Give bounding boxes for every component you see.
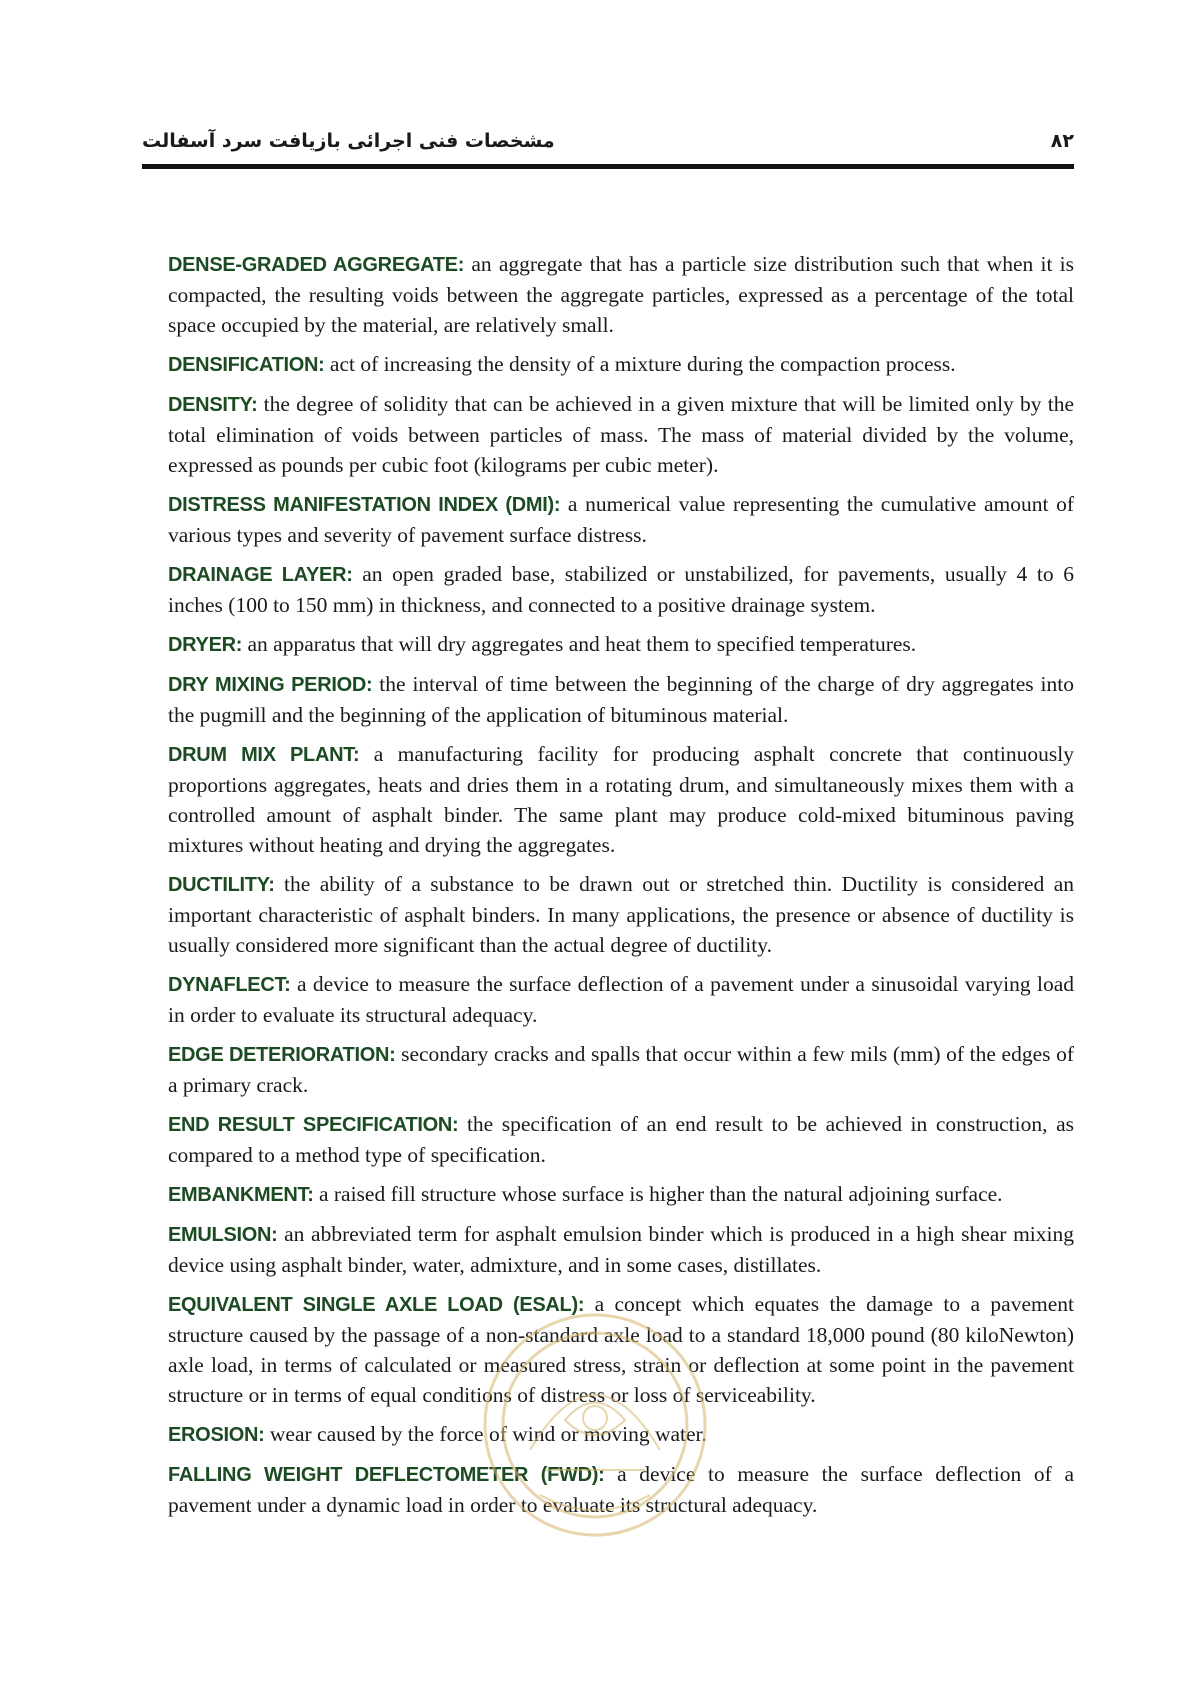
glossary-definition: an open graded base, stabilized or unstabilized, for pavements, usually 4 to 6 inches (100 to 150 mm) in thickness, and connected to a positive drainage system.: [168, 562, 1074, 617]
glossary-definition: a numerical value representing the cumulative amount of various types and severity of pavement surface distress.: [168, 492, 1075, 547]
glossary-term: DUCTILITY:: [168, 874, 275, 896]
glossary-term: DENSITY:: [168, 394, 258, 416]
glossary-entry: [168, 1289, 1074, 1410]
glossary-term: EROSION:: [168, 1424, 265, 1446]
glossary-definition: the ability of a substance to be drawn out or stretched thin. Ductility is considered an important characteristic of asphalt binders. In many applications, the presence or absence of ductility is usually considered more significant than the actual degree of ductility.: [168, 872, 1074, 957]
glossary-term: DENSE-GRADED AGGREGATE:: [168, 254, 465, 276]
glossary: [168, 249, 1074, 1529]
header-rule: [142, 164, 1074, 169]
glossary-definition: the specification of an end result to be achieved in construction, as compared to a method type of specification.: [168, 1112, 1074, 1167]
glossary-entry: [168, 249, 1074, 340]
glossary-definition: wear caused by the force of wind or moving water.: [264, 1422, 707, 1446]
glossary-entry: [168, 629, 1074, 660]
glossary-entry: [168, 669, 1074, 730]
glossary-entry: [168, 489, 1074, 550]
glossary-term: END RESULT SPECIFICATION:: [168, 1114, 459, 1136]
glossary-term: DISTRESS MANIFESTATION INDEX (DMI):: [168, 494, 561, 516]
glossary-definition: a concept which equates the damage to a pavement structure caused by the passage of a non-standard axle load to a standard 18,000 pound (80 kiloNewton) axle load, in terms of calculated or measured stress, strain or deflection at some point in the pavement structure or in terms of equal conditions of distress or loss of serviceability.: [168, 1292, 1074, 1407]
glossary-entry: [168, 1219, 1074, 1280]
glossary-definition: a raised fill structure whose surface is higher than the natural adjoining surface.: [313, 1182, 1003, 1206]
glossary-term: DYNAFLECT:: [168, 974, 291, 996]
glossary-term: DRY MIXING PERIOD:: [168, 674, 373, 696]
glossary-entry: [168, 1039, 1074, 1100]
glossary-definition: an apparatus that will dry aggregates and heat them to specified temperatures.: [242, 632, 917, 656]
glossary-entry: [168, 739, 1074, 860]
glossary-entry: [168, 1419, 1074, 1450]
glossary-term: EQUIVALENT SINGLE AXLE LOAD (ESAL):: [168, 1294, 585, 1316]
page-header: [142, 126, 1074, 170]
glossary-term: EMBANKMENT:: [168, 1184, 314, 1206]
glossary-definition: the interval of time between the beginning of the charge of dry aggregates into the pugmill and the beginning of the application of bituminous material.: [168, 672, 1074, 727]
glossary-definition: act of increasing the density of a mixture during the compaction process.: [324, 352, 956, 376]
glossary-definition: a device to measure the surface deflection of a pavement under a dynamic load in order to evaluate its structural adequacy.: [168, 1462, 1074, 1517]
glossary-entry: [168, 869, 1074, 960]
glossary-definition: a manufacturing facility for producing asphalt concrete that continuously proportions aggregates, heats and dries them in a rotating drum, and simultaneously mixes them with a controlled amount of asphalt binder. The same plant may produce cold-mixed bituminous paving mixtures without heating and drying the aggregates.: [168, 742, 1074, 857]
glossary-definition: secondary cracks and spalls that occur within a few mils (mm) of the edges of a primary crack.: [168, 1042, 1074, 1097]
glossary-entry: [168, 1179, 1074, 1210]
glossary-entry: [168, 389, 1074, 480]
glossary-entry: [168, 969, 1074, 1030]
glossary-term: DRUM MIX PLANT:: [168, 744, 360, 766]
glossary-definition: a device to measure the surface deflection of a pavement under a sinusoidal varying load in order to evaluate its structural adequacy.: [168, 972, 1074, 1027]
glossary-entry: [168, 349, 1074, 380]
glossary-definition: an aggregate that has a particle size distribution such that when it is compacted, the resulting voids between the aggregate particles, expressed as a percentage of the total space occupied by the material, are relatively small.: [168, 252, 1074, 337]
glossary-term: FALLING WEIGHT DEFLECTOMETER (FWD):: [168, 1464, 605, 1486]
glossary-term: EDGE DETERIORATION:: [168, 1044, 396, 1066]
glossary-term: DRYER:: [168, 634, 243, 656]
glossary-entry: [168, 559, 1074, 620]
page-number: ۸۲: [1050, 130, 1074, 152]
running-title: مشخصات فنی اجرائی بازیافت سرد آسفالت: [142, 130, 555, 152]
glossary-entry: [168, 1109, 1074, 1170]
glossary-definition: the degree of solidity that can be achieved in a given mixture that will be limited only by the total elimination of voids between particles of mass. The mass of material divided by the volume, expressed as pounds per cubic foot (kilograms per cubic meter).: [168, 392, 1074, 477]
glossary-entry: [168, 1459, 1074, 1520]
glossary-definition: an abbreviated term for asphalt emulsion binder which is produced in a high shear mixing device using asphalt binder, water, admixture, and in some cases, distillates.: [168, 1222, 1074, 1277]
glossary-term: DENSIFICATION:: [168, 354, 325, 376]
glossary-term: DRAINAGE LAYER:: [168, 564, 353, 586]
glossary-term: EMULSION:: [168, 1224, 278, 1246]
